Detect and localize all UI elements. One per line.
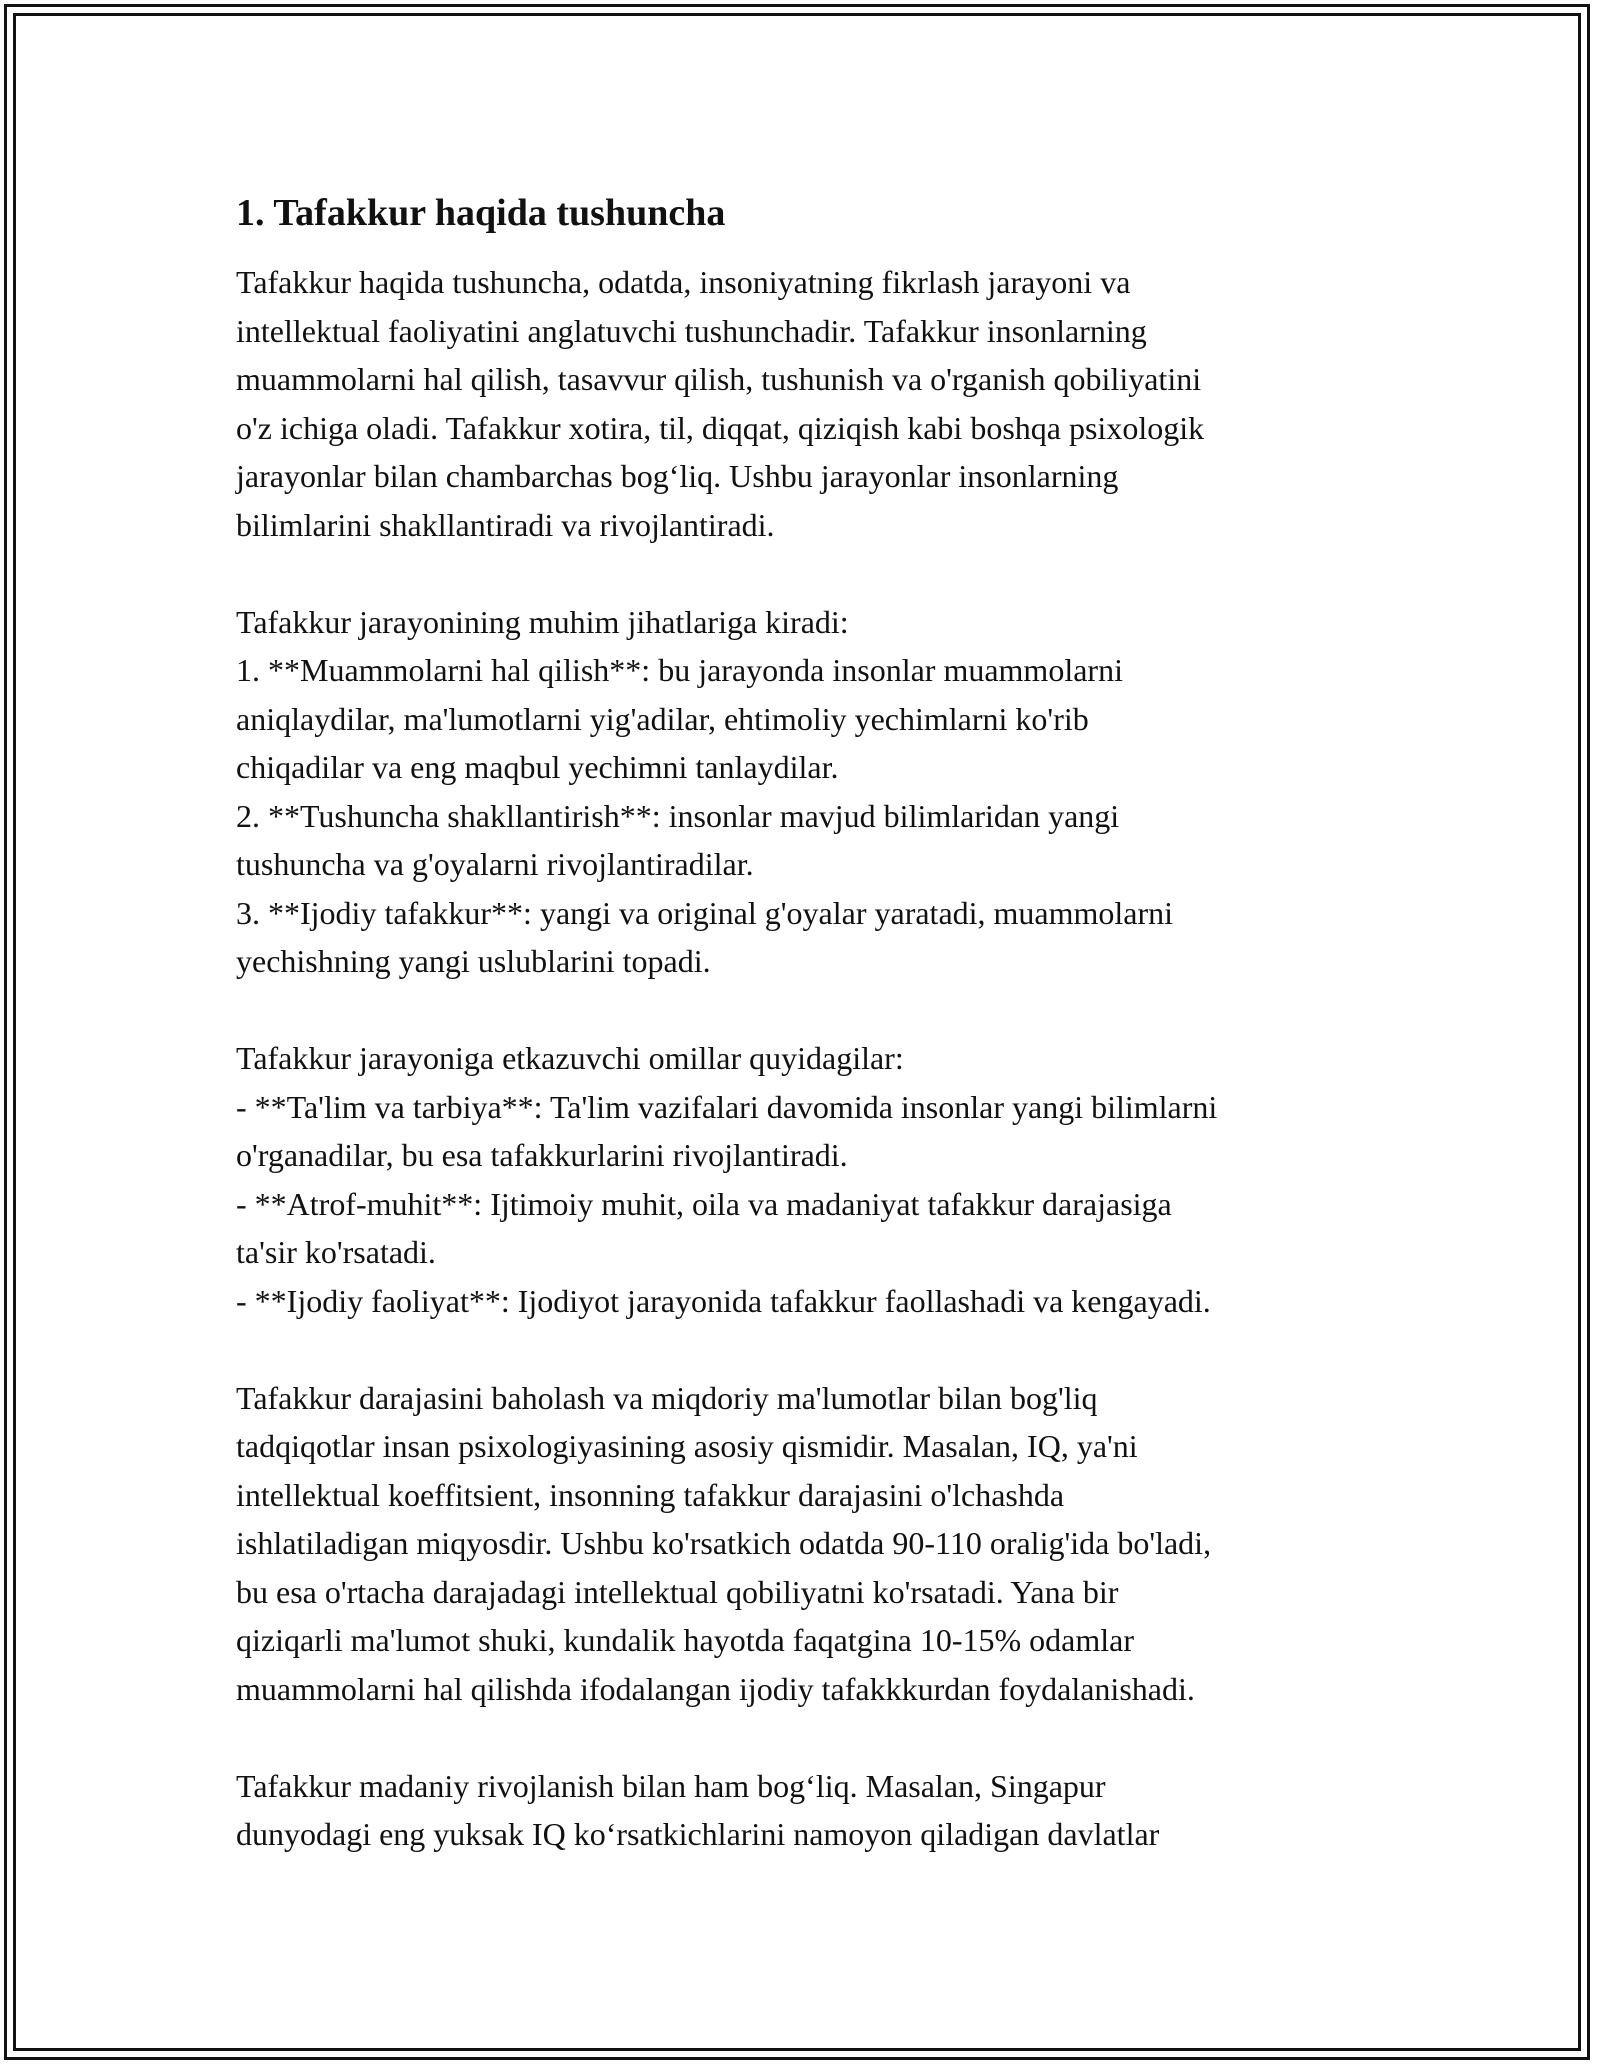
text-line: ishlatiladigan miqyosdir. Ushbu ko'rsatkich odatda 90-110 oralig'ida bo'ladi, — [236, 1525, 1212, 1561]
text-line: muammolarni hal qilish, tasavvur qilish, tushunish va o'rganish qobiliyatini — [236, 361, 1202, 397]
text-line: chiqadilar va eng maqbul yechimni tanlaydilar. — [236, 749, 839, 785]
text-line: tadqiqotlar insan psixologiyasining asosiy qismidir. Masalan, IQ, ya'ni — [236, 1428, 1138, 1464]
text-line: bilimlarini shakllantiradi va rivojlantiradi. — [236, 506, 775, 543]
text-line: dunyodagi eng yuksak IQ ko‘rsatkichlarini namoyon qiladigan davlatlar — [236, 1816, 1160, 1852]
text-line: tushuncha va g'oyalarni rivojlantiradilar. — [236, 846, 754, 882]
text-line: ta'sir ko'rsatadi. — [236, 1234, 436, 1270]
text-line: qiziqarli ma'lumot shuki, kundalik hayotda faqatgina 10-15% odamlar — [236, 1622, 1134, 1658]
text-line: intellektual faoliyatini anglatuvchi tushunchadir. Tafakkur insonlarning — [236, 312, 1147, 349]
text-line: Tafakkur madaniy rivojlanish bilan ham bog‘liq. Masalan, Singapur — [236, 1767, 1106, 1804]
text-line: intellektual koeffitsient, insonning tafakkur darajasini o'lchashda — [236, 1476, 1065, 1513]
text-line: bu esa o'rtacha darajadagi intellektual qobiliyatni ko'rsatadi. Yana bir — [236, 1573, 1119, 1610]
text-line: jarayonlar bilan chambarchas bog‘liq. Ushbu jarayonlar insonlarning — [236, 458, 1119, 494]
text-line: - **Ta'lim va tarbiya**: Ta'lim vazifalari davomida insonlar yangi bilimlarni — [236, 1088, 1218, 1125]
text-line: - **Atrof-muhit**: Ijtimoiy muhit, oila va madaniyat tafakkur darajasiga — [236, 1185, 1172, 1222]
text-line: aniqlaydilar, ma'lumotlarni yig'adilar, ehtimoliy yechimlarni ko'rib — [236, 700, 1089, 737]
paragraph-factors — [236, 1034, 1386, 1325]
text-line: Tafakkur jarayoniga etkazuvchi omillar quyidagilar: — [236, 1040, 904, 1076]
text-line: muammolarni hal qilishda ifodalangan ijodiy tafakkkurdan foydalanishadi. — [236, 1670, 1195, 1707]
text-line: o'rganadilar, bu esa tafakkurlarini rivojlantiradi. — [236, 1137, 848, 1173]
section-heading: 1. Tafakkur haqida tushuncha — [236, 192, 726, 234]
document-body — [236, 188, 1386, 1907]
text-line: o'z ichiga oladi. Tafakkur xotira, til, diqqat, qiziqish kabi boshqa psixologik — [236, 409, 1205, 446]
paragraph-culture — [236, 1762, 1386, 1859]
text-line: Tafakkur haqida tushuncha, odatda, insoniyatning fikrlash jarayoni va — [236, 264, 1131, 300]
text-line: Tafakkur jarayonining muhim jihatlariga kiradi: — [236, 603, 849, 640]
text-line: yechishning yangi uslublarini topadi. — [236, 943, 711, 979]
text-line: 2. **Tushuncha shakllantirish**: insonlar mavjud bilimlaridan yangi — [236, 797, 1120, 834]
paragraph-aspects — [236, 598, 1386, 986]
text-line: 1. **Muammolarni hal qilish**: bu jarayonda insonlar muammolarni — [236, 652, 1123, 688]
paragraph-intro — [236, 258, 1386, 549]
text-line: 3. **Ijodiy tafakkur**: yangi va original g'oyalar yaratadi, muammolarni — [236, 894, 1174, 931]
paragraph-assessment — [236, 1374, 1386, 1714]
text-line: - **Ijodiy faoliyat**: Ijodiyot jarayonida tafakkur faollashadi va kengayadi. — [236, 1282, 1211, 1319]
text-line: Tafakkur darajasini baholash va miqdoriy ma'lumotlar bilan bog'liq — [236, 1379, 1098, 1416]
